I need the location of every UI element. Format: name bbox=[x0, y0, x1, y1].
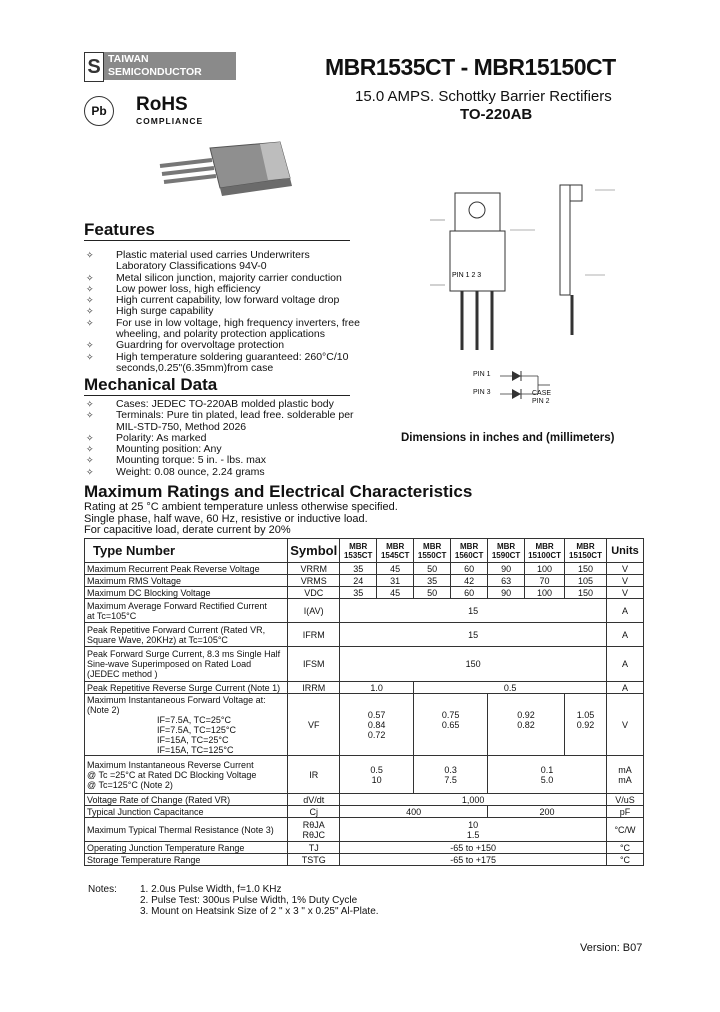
value: 0.75 bbox=[441, 709, 460, 720]
condition: IF=7.5A, TC=25°C bbox=[157, 714, 231, 725]
row-unit: °C bbox=[606, 854, 643, 866]
note-item: 1. 2.0us Pulse Width, f=1.0 KHz bbox=[140, 884, 282, 895]
cell: 50 bbox=[414, 563, 451, 575]
cell: 70 bbox=[525, 575, 565, 587]
cell bbox=[565, 694, 607, 756]
table-row bbox=[85, 647, 644, 682]
condition: IF=15A, TC=25°C bbox=[157, 734, 229, 745]
row-label-line: Peak Repetitive Forward Current (Rated VR, bbox=[87, 624, 266, 635]
table-header-row bbox=[85, 539, 644, 563]
cell: 90 bbox=[488, 587, 525, 599]
cell bbox=[414, 756, 488, 794]
mechanical-heading: Mechanical Data bbox=[84, 375, 218, 394]
cell: 35 bbox=[340, 563, 377, 575]
table-row bbox=[85, 842, 644, 854]
row-unit: A bbox=[606, 599, 643, 623]
logo-letter: S bbox=[87, 56, 101, 78]
ratings-intro-line: For capacitive load, derate current by 20% bbox=[84, 524, 291, 536]
value: 7.5 bbox=[444, 774, 457, 785]
row-label: Voltage Rate of Change (Rated VR) bbox=[85, 794, 288, 806]
list-item: ✧ Guardring for overvoltage protection bbox=[86, 340, 361, 351]
row-label: Maximum Typical Thermal Resistance (Note 3) bbox=[85, 818, 288, 842]
package-name: TO-220AB bbox=[460, 106, 533, 123]
cell: 400 bbox=[340, 806, 488, 818]
unit: mA bbox=[618, 764, 632, 775]
row-label: Maximum RMS Voltage bbox=[85, 575, 288, 587]
cell bbox=[340, 694, 414, 756]
table-row bbox=[85, 794, 644, 806]
row-symbol: VDC bbox=[288, 587, 340, 599]
value: 0.82 bbox=[517, 719, 535, 730]
row-unit bbox=[606, 756, 643, 794]
dimension-drawing bbox=[400, 165, 630, 415]
rohs-compliance-label: COMPLIANCE bbox=[136, 116, 204, 126]
col-model: MBR 1590CT bbox=[488, 539, 525, 563]
cell: 50 bbox=[414, 587, 451, 599]
row-symbol: dV/dt bbox=[288, 794, 340, 806]
row-unit: V/uS bbox=[606, 794, 643, 806]
row-unit: A bbox=[606, 623, 643, 647]
value: 0.57 bbox=[367, 709, 386, 720]
row-symbol: VRMS bbox=[288, 575, 340, 587]
table-row bbox=[85, 854, 644, 866]
page-title: MBR1535CT - MBR15150CT bbox=[325, 54, 616, 80]
case-label: CASE bbox=[532, 390, 552, 397]
cell: 100 bbox=[525, 587, 565, 599]
row-label-line: Square Wave, 20KHz) at Tc=105°C bbox=[87, 634, 228, 645]
table-row bbox=[85, 623, 644, 647]
dimensions-caption: Dimensions in inches and (millimeters) bbox=[401, 432, 615, 444]
row-label bbox=[85, 694, 288, 756]
list-item: ✧ Mounting torque: 5 in. - lbs. max bbox=[86, 455, 361, 466]
row-symbol: IRRM bbox=[288, 682, 340, 694]
symbol: RθJA bbox=[302, 819, 325, 830]
company-line2: SEMICONDUCTOR bbox=[108, 66, 202, 78]
row-symbol: VRRM bbox=[288, 563, 340, 575]
row-symbol: VF bbox=[288, 694, 340, 756]
cell bbox=[414, 694, 488, 756]
value: 0.84 bbox=[367, 719, 386, 730]
pin3-label: PIN 3 bbox=[473, 389, 491, 396]
condition: IF=7.5A, TC=125°C bbox=[157, 724, 236, 735]
col-type-number: Type Number bbox=[85, 539, 288, 563]
cell: 1.0 bbox=[340, 682, 414, 694]
cell: 31 bbox=[377, 575, 414, 587]
pin-header-label: PIN 1 2 3 bbox=[452, 272, 482, 279]
cell: 24 bbox=[340, 575, 377, 587]
package-photo bbox=[150, 138, 300, 198]
cell: 60 bbox=[451, 563, 488, 575]
list-item: ✧ Low power loss, high efficiency bbox=[86, 284, 361, 295]
value: 10 bbox=[468, 819, 479, 830]
table-row bbox=[85, 756, 644, 794]
row-label: Maximum Recurrent Peak Reverse Voltage bbox=[85, 563, 288, 575]
col-model: MBR 1550CT bbox=[414, 539, 451, 563]
features-heading: Features bbox=[84, 220, 155, 239]
cell: -65 to +175 bbox=[340, 854, 607, 866]
row-label-line: Maximum Instantaneous Forward Voltage at: bbox=[87, 694, 266, 705]
row-symbol: IFSM bbox=[288, 647, 340, 682]
table-row bbox=[85, 682, 644, 694]
pin2-label: PIN 2 bbox=[532, 398, 550, 405]
value: 0.92 bbox=[576, 719, 595, 730]
row-label bbox=[85, 647, 288, 682]
cell: 200 bbox=[488, 806, 607, 818]
row-unit: V bbox=[606, 575, 643, 587]
value: 0.92 bbox=[517, 709, 535, 720]
row-unit: V bbox=[606, 587, 643, 599]
notes-title: Notes: bbox=[88, 884, 117, 895]
list-item: ✧ Plastic material used carries Underwriters Laboratory Classifications 94V-0 bbox=[86, 250, 361, 273]
value: 0.3 bbox=[444, 764, 457, 775]
row-symbol bbox=[288, 818, 340, 842]
value: 5.0 bbox=[540, 774, 554, 785]
value: 10 bbox=[371, 774, 382, 785]
row-label bbox=[85, 599, 288, 623]
row-label bbox=[85, 756, 288, 794]
row-label-line: Maximum Average Forward Rectified Current bbox=[87, 600, 267, 611]
rohs-label: RoHS bbox=[136, 94, 188, 115]
value: 1.05 bbox=[576, 709, 595, 720]
row-label-line: @ Tc =25°C at Rated DC Blocking Voltage bbox=[87, 769, 257, 780]
row-symbol: IR bbox=[288, 756, 340, 794]
row-unit: pF bbox=[606, 806, 643, 818]
row-label-line: Sine-wave Superimposed on Rated Load bbox=[87, 659, 252, 669]
cell: 45 bbox=[377, 587, 414, 599]
company-name bbox=[104, 52, 236, 80]
cell: 63 bbox=[488, 575, 525, 587]
cell: 15 bbox=[340, 599, 607, 623]
value: 0.5 bbox=[370, 764, 383, 775]
notes-list bbox=[140, 884, 620, 917]
cell: 150 bbox=[565, 563, 607, 575]
company-logo bbox=[84, 52, 104, 82]
row-unit: A bbox=[606, 682, 643, 694]
list-item: ✧ For use in low voltage, high frequency inverters, free wheeling, and polarity protection applications bbox=[86, 318, 361, 341]
row-label-line: (JEDEC method ) bbox=[87, 669, 158, 679]
ratings-heading: Maximum Ratings and Electrical Characteristics bbox=[84, 482, 473, 501]
symbol: RθJC bbox=[302, 829, 325, 840]
pin1-label: PIN 1 bbox=[473, 371, 491, 378]
table-row bbox=[85, 587, 644, 599]
cell bbox=[340, 818, 607, 842]
note-item: 3. Mount on Heatsink Size of 2 " x 3 " x 0.25" Al-Plate. bbox=[140, 906, 379, 917]
value: 0.1 bbox=[540, 764, 554, 775]
ratings-intro bbox=[84, 502, 644, 537]
value: 1.5 bbox=[466, 829, 480, 840]
row-label: Peak Repetitive Reverse Surge Current (Note 1) bbox=[85, 682, 288, 694]
list-item: ✧ High temperature soldering guaranteed: 260°C/10 seconds,0.25"(6.35mm)from case bbox=[86, 352, 361, 375]
condition: IF=15A, TC=125°C bbox=[157, 744, 234, 755]
table-row bbox=[85, 575, 644, 587]
list-item: ✧ Metal silicon junction, majority carrier conduction bbox=[86, 273, 361, 284]
cell: 60 bbox=[451, 587, 488, 599]
row-label-line: @ Tc=125°C (Note 2) bbox=[87, 779, 173, 790]
row-label: Operating Junction Temperature Range bbox=[85, 842, 288, 854]
list-item: ✧ Cases: JEDEC TO-220AB molded plastic body bbox=[86, 399, 361, 410]
table-row bbox=[85, 818, 644, 842]
cell: 35 bbox=[340, 587, 377, 599]
row-label-line: Maximum Instantaneous Reverse Current bbox=[87, 759, 254, 770]
table-row bbox=[85, 694, 644, 756]
mechanical-list bbox=[86, 399, 361, 478]
cell bbox=[340, 756, 414, 794]
row-label: Storage Temperature Range bbox=[85, 854, 288, 866]
note-item: 2. Pulse Test: 300us Pulse Width, 1% Duty Cycle bbox=[140, 895, 358, 906]
row-unit: °C bbox=[606, 842, 643, 854]
row-unit: V bbox=[606, 694, 643, 756]
pb-free-badge: Pb bbox=[84, 96, 114, 126]
list-item: ✧ Terminals: Pure tin plated, lead free. solderable per MIL-STD-750, Method 2026 bbox=[86, 410, 361, 433]
cell bbox=[488, 756, 607, 794]
features-divider bbox=[84, 240, 350, 241]
value: 0.72 bbox=[367, 729, 386, 740]
row-label bbox=[85, 623, 288, 647]
cell: 42 bbox=[451, 575, 488, 587]
col-model: MBR 15150CT bbox=[565, 539, 607, 563]
col-model: MBR 15100CT bbox=[525, 539, 565, 563]
row-unit: V bbox=[606, 563, 643, 575]
list-item: ✧ Weight: 0.08 ounce, 2.24 grams bbox=[86, 467, 361, 478]
col-units: Units bbox=[606, 539, 643, 563]
cell bbox=[488, 694, 565, 756]
list-item: ✧ High current capability, low forward voltage drop bbox=[86, 295, 361, 306]
row-label-line: (Note 2) bbox=[87, 704, 120, 715]
cell: 1,000 bbox=[340, 794, 607, 806]
table-row bbox=[85, 806, 644, 818]
row-label-line: at Tc=105°C bbox=[87, 610, 137, 621]
features-list bbox=[86, 250, 361, 374]
cell: 150 bbox=[565, 587, 607, 599]
list-item: ✧ Polarity: As marked bbox=[86, 433, 361, 444]
cell: 105 bbox=[565, 575, 607, 587]
cell: 100 bbox=[525, 563, 565, 575]
mechanical-divider bbox=[84, 395, 350, 396]
row-unit: °C/W bbox=[606, 818, 643, 842]
row-symbol: Cj bbox=[288, 806, 340, 818]
cell: 150 bbox=[340, 647, 607, 682]
ratings-intro-line: Single phase, half wave, 60 Hz, resistive or inductive load. bbox=[84, 512, 368, 525]
version-label: Version: B07 bbox=[580, 942, 643, 954]
cell: 15 bbox=[340, 623, 607, 647]
row-symbol: TSTG bbox=[288, 854, 340, 866]
value: 0.65 bbox=[441, 719, 460, 730]
unit: mA bbox=[618, 774, 632, 785]
row-label: Maximum DC Blocking Voltage bbox=[85, 587, 288, 599]
row-symbol: TJ bbox=[288, 842, 340, 854]
page-subtitle: 15.0 AMPS. Schottky Barrier Rectifiers bbox=[355, 88, 612, 105]
cell: -65 to +150 bbox=[340, 842, 607, 854]
row-label: Typical Junction Capacitance bbox=[85, 806, 288, 818]
table-row bbox=[85, 563, 644, 575]
table-row bbox=[85, 599, 644, 623]
row-symbol: I(AV) bbox=[288, 599, 340, 623]
row-symbol: IFRM bbox=[288, 623, 340, 647]
col-symbol: Symbol bbox=[288, 539, 340, 563]
col-model: MBR 1535CT bbox=[340, 539, 377, 563]
col-model: MBR 1560CT bbox=[451, 539, 488, 563]
cell: 0.5 bbox=[414, 682, 607, 694]
row-unit: A bbox=[606, 647, 643, 682]
cell: 45 bbox=[377, 563, 414, 575]
list-item: ✧ Mounting position: Any bbox=[86, 444, 361, 455]
row-label-line: Peak Forward Surge Current, 8.3 ms Single Half bbox=[87, 649, 281, 659]
ratings-intro-line: Rating at 25 °C ambient temperature unless otherwise specified. bbox=[84, 501, 398, 513]
cell: 35 bbox=[414, 575, 451, 587]
ratings-table bbox=[84, 538, 644, 866]
list-item: ✧ High surge capability bbox=[86, 306, 361, 317]
col-model: MBR 1545CT bbox=[377, 539, 414, 563]
cell: 90 bbox=[488, 563, 525, 575]
company-line1: TAIWAN bbox=[108, 53, 149, 65]
